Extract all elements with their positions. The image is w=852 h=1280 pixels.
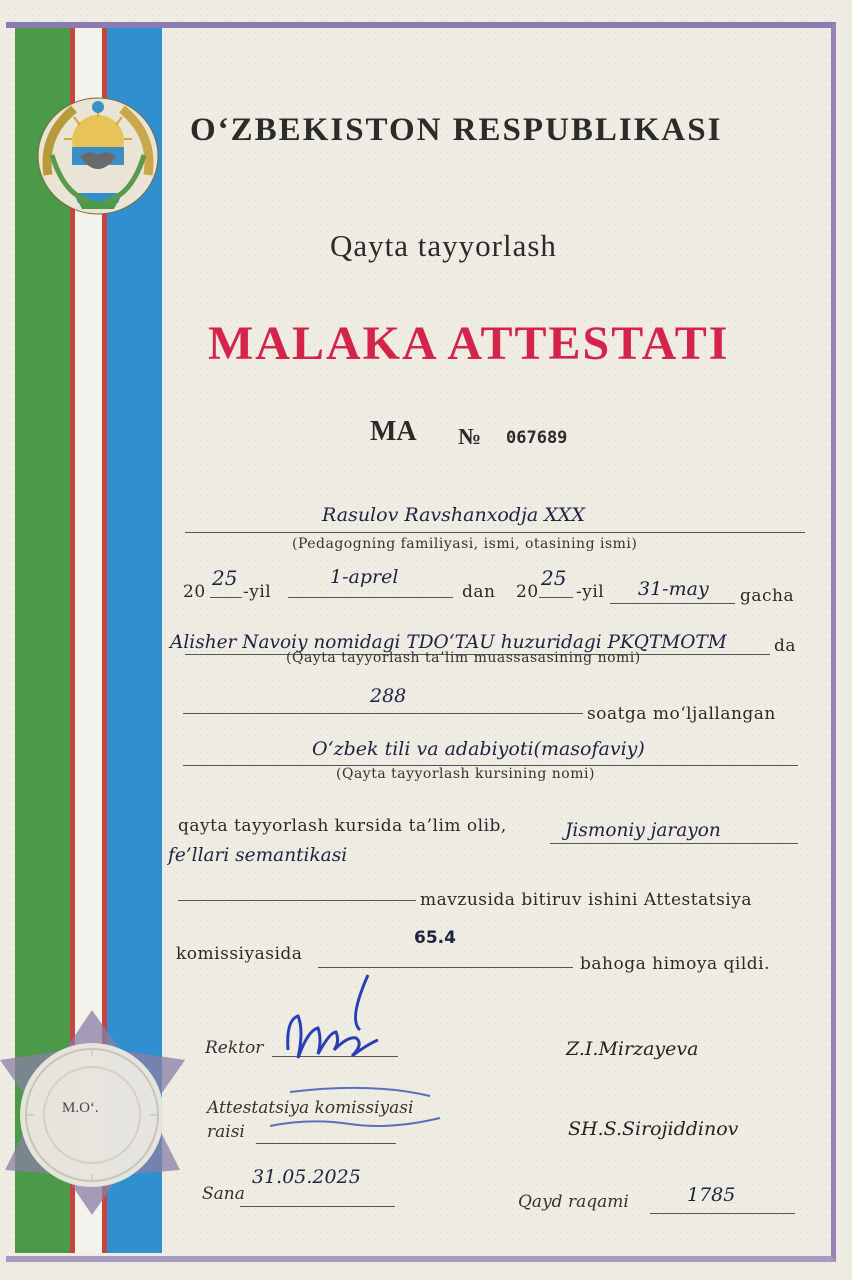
rektor-signature xyxy=(278,970,388,1065)
underline xyxy=(318,967,573,968)
rektor-label: Rektor xyxy=(205,1038,264,1058)
underline xyxy=(610,603,735,604)
dan-label: dan xyxy=(462,582,496,602)
grade-suffix: bahoga himoya qildi. xyxy=(580,954,770,974)
year-value: 25 xyxy=(212,566,238,590)
certificate-number: 067689 xyxy=(506,428,568,448)
chair-signature xyxy=(250,1078,450,1138)
year-value: 25 xyxy=(541,566,567,590)
hours-value: 288 xyxy=(370,685,407,707)
year-prefix: 20 xyxy=(183,582,206,602)
certificate-title: MALAKA ATTESTATI xyxy=(208,317,730,370)
underline xyxy=(210,597,242,598)
start-date: 1-aprel xyxy=(330,566,399,588)
issue-date: 31.05.2025 xyxy=(252,1166,361,1188)
underline xyxy=(178,900,416,901)
retraining-subtitle: Qayta tayyorlash xyxy=(330,228,557,263)
chair-label-line-1: Attestatsiya komissiyasi xyxy=(207,1098,414,1118)
thesis-intro: qayta tayyorlash kursida ta’lim olib, xyxy=(178,816,507,836)
gacha-label: gacha xyxy=(740,586,795,606)
chair-name: SH.S.Sirojiddinov xyxy=(568,1118,739,1140)
underline xyxy=(185,532,805,533)
series-code: MA xyxy=(370,416,417,447)
institution-name: Alisher Navoiy nomidagi TDO‘TAU huzuridagi PKQTMOTM xyxy=(170,632,727,653)
year-label: -yil xyxy=(576,582,605,602)
underline xyxy=(183,713,583,714)
rektor-name: Z.I.Mirzayeva xyxy=(566,1038,699,1060)
underline xyxy=(650,1213,795,1214)
underline xyxy=(550,843,798,844)
state-emblem-icon xyxy=(34,95,162,217)
registration-label: Qayd raqami xyxy=(518,1192,629,1212)
underline xyxy=(240,1206,395,1207)
end-date: 31-may xyxy=(638,578,709,600)
institution-caption: (Qayta tayyorlash ta’lim muassasasining nomi) xyxy=(286,650,641,666)
underline xyxy=(288,597,453,598)
holder-name: Rasulov Ravshanxodja XXX xyxy=(322,504,585,526)
holder-caption: (Pedagogning familiyasi, ismi, otasining ismi) xyxy=(292,536,638,552)
hours-suffix: soatga mo‘ljallangan xyxy=(587,704,776,724)
course-caption: (Qayta tayyorlash kursining nomi) xyxy=(336,766,595,782)
thesis-topic-line-1: Jismoniy jarayon xyxy=(565,820,721,841)
date-label: Sana xyxy=(202,1184,245,1204)
underline xyxy=(256,1143,396,1144)
grade-value: 65.4 xyxy=(414,928,456,948)
year-label: -yil xyxy=(243,582,272,602)
komissiya-label: komissiyasida xyxy=(176,944,303,964)
course-name: O‘zbek tili va adabiyoti(masofaviy) xyxy=(312,738,645,760)
thesis-topic-line-2: fe’llari semantikasi xyxy=(168,845,348,866)
year-prefix: 20 xyxy=(516,582,539,602)
underline xyxy=(539,597,573,598)
republic-title: O‘ZBEKISTON RESPUBLIKASI xyxy=(190,112,723,148)
registration-number: 1785 xyxy=(687,1184,736,1206)
thesis-mavzu: mavzusida bitiruv ishini Attestatsiya xyxy=(420,890,752,910)
number-sign: № xyxy=(458,424,482,449)
seal-label: M.O‘. xyxy=(62,1100,99,1116)
institution-suffix: da xyxy=(774,636,797,656)
chair-label-line-2: raisi xyxy=(207,1122,245,1142)
